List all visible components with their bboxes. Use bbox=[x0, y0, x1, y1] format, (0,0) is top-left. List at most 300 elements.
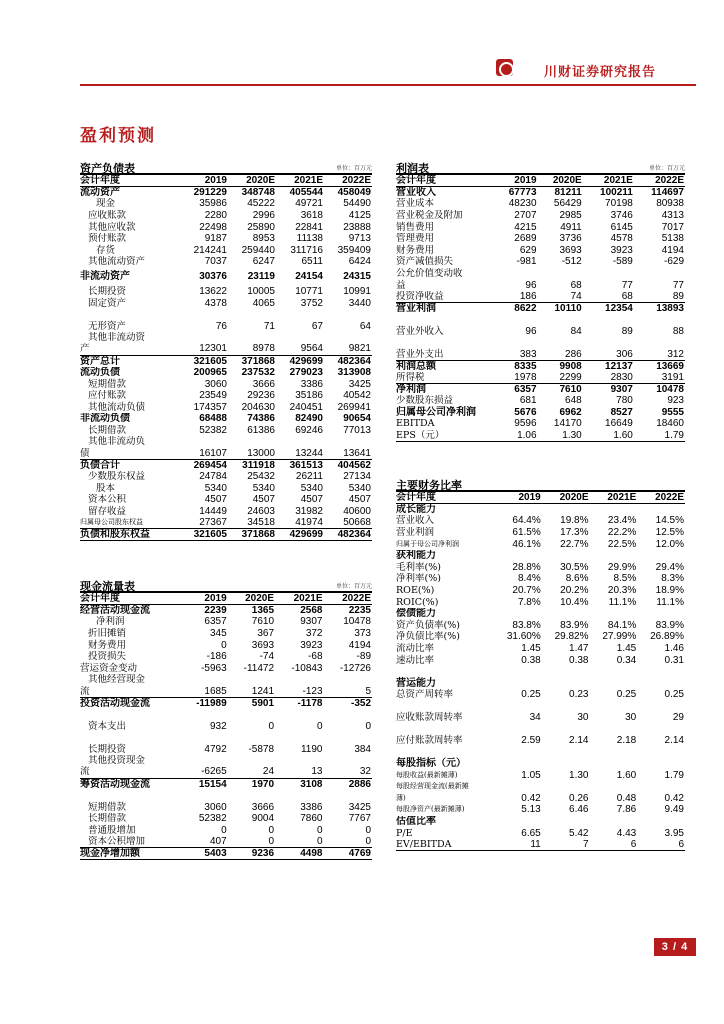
row-value: 1.45 bbox=[616, 642, 637, 654]
row-value: 4578 bbox=[610, 233, 633, 245]
column-header-year: 2019 bbox=[180, 592, 228, 605]
row-label: 其他非流动负 bbox=[88, 436, 146, 448]
table-row bbox=[80, 390, 372, 402]
row-value: 83.9% bbox=[655, 619, 684, 631]
table-row bbox=[80, 813, 372, 825]
row-label: 归属母公司净利润 bbox=[396, 406, 476, 418]
table-row bbox=[80, 824, 372, 836]
table-row bbox=[396, 291, 685, 303]
table-header-row bbox=[396, 174, 685, 187]
table-row bbox=[396, 210, 685, 222]
row-value: 3108 bbox=[275, 778, 323, 790]
row-value: 5340 bbox=[300, 482, 323, 494]
row-value: 0 bbox=[365, 835, 371, 847]
row-value bbox=[637, 746, 685, 769]
row-label: 流动资产 bbox=[80, 187, 120, 199]
row-value: 321605 bbox=[180, 529, 228, 541]
column-header-year: 2020E bbox=[228, 592, 275, 605]
table-row bbox=[396, 573, 685, 585]
table-row bbox=[396, 406, 685, 418]
column-header-year: 2019 bbox=[180, 174, 228, 187]
table-row bbox=[396, 430, 685, 442]
row-value: 458049 bbox=[337, 187, 371, 199]
row-label: 固定资产 bbox=[88, 297, 127, 309]
row-value: 4313 bbox=[661, 209, 684, 221]
row-value: 0.26 bbox=[569, 792, 589, 804]
row-label: 获利能力 bbox=[396, 550, 436, 562]
row-value: 3191 bbox=[661, 371, 684, 383]
table-row bbox=[80, 221, 372, 233]
row-value bbox=[228, 674, 275, 686]
row-value: 18.9% bbox=[655, 584, 684, 596]
row-value: 3060 bbox=[204, 801, 227, 813]
row-value bbox=[637, 816, 685, 828]
table-row bbox=[396, 244, 685, 256]
row-value: 2689 bbox=[514, 233, 537, 245]
row-value: -6265 bbox=[201, 766, 227, 778]
row-label: 预付账款 bbox=[88, 233, 127, 245]
row-value bbox=[494, 746, 542, 769]
row-value: 64.4% bbox=[512, 515, 541, 527]
row-label: 少数股东损益 bbox=[396, 395, 454, 407]
row-value: 13244 bbox=[295, 447, 323, 459]
row-value: 407 bbox=[209, 835, 227, 847]
row-value: 4498 bbox=[275, 847, 323, 859]
row-value: -89 bbox=[356, 651, 371, 663]
table-row bbox=[80, 198, 372, 210]
row-value bbox=[542, 666, 590, 689]
row-value: 429699 bbox=[276, 355, 324, 367]
row-label: 营运资金变动 bbox=[80, 662, 138, 674]
row-value: 3425 bbox=[348, 378, 371, 390]
row-label: 财务费用 bbox=[396, 244, 435, 256]
row-value: 45222 bbox=[247, 198, 275, 210]
table-row bbox=[80, 766, 372, 778]
row-label: 每股指标（元） bbox=[396, 758, 466, 770]
row-value: 291229 bbox=[193, 187, 227, 199]
row-label: 折旧摊销 bbox=[88, 627, 127, 639]
row-value bbox=[590, 608, 638, 620]
table-row bbox=[80, 233, 372, 245]
row-value: 1.30 bbox=[538, 430, 583, 442]
row-value: 10110 bbox=[538, 302, 583, 314]
row-label: 营业收入 bbox=[396, 515, 435, 527]
row-label: 毛利率(%) bbox=[396, 561, 441, 573]
row-value: 10991 bbox=[343, 285, 371, 297]
row-value: 5676 bbox=[514, 406, 537, 418]
column-header-year: 2020E bbox=[542, 491, 590, 504]
table-row bbox=[396, 383, 685, 395]
income-statement-table bbox=[396, 160, 685, 442]
row-value: 50668 bbox=[343, 517, 371, 529]
row-label: 流 bbox=[80, 685, 90, 697]
row-label: 经营活动现金流 bbox=[80, 605, 150, 617]
row-value: 30376 bbox=[199, 271, 227, 283]
row-value bbox=[180, 332, 228, 344]
row-value: 89 bbox=[672, 290, 684, 302]
row-value: 3666 bbox=[252, 378, 275, 390]
table-row bbox=[80, 309, 372, 332]
row-label: 其他流动负债 bbox=[88, 401, 146, 413]
column-header-year: 2019 bbox=[494, 174, 538, 187]
table-row bbox=[80, 662, 372, 674]
row-value bbox=[637, 608, 685, 620]
row-value: 3693 bbox=[251, 639, 275, 651]
row-label: 管理费用 bbox=[396, 233, 435, 245]
row-label: 利润总额 bbox=[396, 360, 494, 372]
row-value bbox=[542, 781, 590, 793]
row-label: 偿债能力 bbox=[396, 608, 436, 620]
row-value: 27.99% bbox=[602, 631, 637, 643]
row-value: 68 bbox=[621, 290, 633, 302]
row-value bbox=[276, 436, 324, 448]
row-value: 89 bbox=[621, 326, 633, 338]
row-value bbox=[634, 268, 685, 280]
table-row bbox=[396, 631, 685, 643]
row-label: 非流动资产 bbox=[80, 271, 130, 283]
balance-sheet-title: 资产负债表 bbox=[80, 162, 135, 175]
row-value bbox=[542, 608, 590, 620]
row-value: 3060 bbox=[204, 378, 227, 390]
row-label: 营业外支出 bbox=[396, 348, 444, 360]
row-value bbox=[494, 504, 542, 516]
row-value bbox=[542, 746, 590, 769]
row-value: 22498 bbox=[199, 221, 227, 233]
row-label: 每股收益(最新摊薄) bbox=[396, 770, 458, 779]
row-value: 4769 bbox=[324, 847, 373, 859]
row-label: 应收账款 bbox=[88, 209, 127, 221]
row-label: 营业税金及附加 bbox=[396, 209, 463, 221]
row-value: 4378 bbox=[204, 297, 227, 309]
table-row bbox=[396, 221, 685, 233]
row-value: 22.2% bbox=[607, 526, 637, 538]
row-value: 30 bbox=[625, 712, 637, 724]
table-row bbox=[80, 529, 372, 541]
row-value: 82490 bbox=[295, 413, 323, 425]
row-value: 27367 bbox=[199, 517, 227, 529]
row-label: ROE(%) bbox=[396, 584, 435, 596]
row-value: 26211 bbox=[295, 471, 323, 483]
table-header-row bbox=[396, 491, 685, 504]
row-label: 现金 bbox=[96, 198, 116, 210]
column-header-year: 2021E bbox=[275, 592, 323, 605]
column-header-label: 会计年度 bbox=[80, 174, 180, 187]
row-value: -12726 bbox=[339, 662, 371, 674]
row-value: 9564 bbox=[300, 343, 323, 355]
column-header-year: 2022E bbox=[637, 491, 685, 504]
table-row bbox=[80, 471, 372, 483]
row-value: 19.8% bbox=[560, 515, 589, 527]
page-number: 3 / 4 bbox=[654, 938, 696, 956]
row-value: 22.5% bbox=[607, 538, 637, 550]
table-row bbox=[396, 654, 685, 666]
row-value: 11.1% bbox=[656, 596, 684, 608]
table-row bbox=[80, 639, 372, 651]
row-value: 4507 bbox=[204, 494, 227, 506]
row-value: 76 bbox=[215, 320, 227, 332]
row-value: 3666 bbox=[251, 801, 275, 813]
row-value: 96 bbox=[525, 326, 537, 338]
row-value: 8978 bbox=[252, 343, 275, 355]
row-value: 14449 bbox=[199, 506, 227, 518]
row-value: -74 bbox=[259, 651, 275, 663]
row-value: 174357 bbox=[193, 401, 227, 413]
row-value: 96 bbox=[525, 279, 537, 291]
row-value: 52382 bbox=[199, 424, 227, 436]
row-value: -5963 bbox=[201, 662, 227, 674]
row-value: 31982 bbox=[295, 506, 323, 518]
row-value bbox=[637, 666, 685, 689]
column-header-label: 会计年度 bbox=[80, 592, 180, 605]
row-value: -352 bbox=[324, 697, 373, 709]
row-value: 371868 bbox=[228, 355, 276, 367]
row-value: 7 bbox=[542, 839, 590, 851]
row-value: 4507 bbox=[252, 494, 275, 506]
row-value: 83.8% bbox=[512, 619, 541, 631]
row-value bbox=[590, 550, 638, 562]
row-label: EBITDA bbox=[396, 418, 435, 430]
row-value: 1.45 bbox=[521, 642, 541, 654]
row-value: 3752 bbox=[300, 297, 323, 309]
row-value: 6 bbox=[637, 839, 685, 851]
row-value: 4125 bbox=[348, 209, 371, 221]
table-row bbox=[80, 210, 372, 222]
row-value: 13893 bbox=[634, 302, 685, 314]
table-row bbox=[80, 448, 372, 460]
row-value: 26.89% bbox=[650, 631, 684, 643]
row-value: 2235 bbox=[348, 605, 371, 617]
row-value: 2.14 bbox=[569, 735, 589, 747]
row-value: 9713 bbox=[348, 233, 371, 245]
row-value bbox=[494, 268, 538, 280]
row-value: 0.42 bbox=[664, 792, 684, 804]
row-value: 64 bbox=[359, 320, 371, 332]
table-row bbox=[396, 689, 685, 701]
row-label: 其他应收款 bbox=[88, 221, 136, 233]
row-value: -10843 bbox=[291, 662, 323, 674]
row-label: 资产总计 bbox=[80, 355, 180, 367]
row-value: -186 bbox=[206, 651, 227, 663]
table-row bbox=[396, 302, 685, 314]
row-label: 长期投资 bbox=[88, 285, 127, 297]
row-value: 2.14 bbox=[664, 735, 684, 747]
row-label: 其他流动资产 bbox=[88, 256, 146, 268]
row-value: 1190 bbox=[300, 743, 323, 755]
row-value: 30.5% bbox=[560, 561, 589, 573]
row-value: 6.65 bbox=[521, 827, 541, 839]
row-label: 营业外收入 bbox=[396, 326, 444, 338]
row-value: 88 bbox=[672, 326, 684, 338]
row-value: 25890 bbox=[247, 221, 275, 233]
row-value: -5878 bbox=[248, 743, 275, 755]
row-value bbox=[275, 674, 323, 686]
row-value: 4194 bbox=[661, 244, 684, 256]
row-label: 所得税 bbox=[396, 371, 425, 383]
row-value: 648 bbox=[565, 395, 582, 407]
row-value: 2239 bbox=[204, 605, 227, 617]
row-label: 其他经营现金 bbox=[88, 674, 146, 686]
column-header-label: 会计年度 bbox=[396, 491, 494, 504]
row-label: 益 bbox=[396, 279, 406, 291]
row-value: 5901 bbox=[228, 697, 275, 709]
row-value: 5138 bbox=[661, 233, 684, 245]
row-value: 1.79 bbox=[664, 769, 684, 781]
row-value: 8.5% bbox=[613, 573, 637, 585]
table-row bbox=[80, 187, 372, 199]
row-value: 49721 bbox=[295, 198, 323, 210]
table-row bbox=[80, 628, 372, 640]
table-row bbox=[396, 372, 685, 384]
row-value: 7767 bbox=[348, 812, 371, 824]
row-label: 短期借款 bbox=[88, 801, 127, 813]
row-label: 应收账款周转率 bbox=[396, 712, 463, 724]
row-label: 非流动负债 bbox=[80, 413, 130, 425]
row-value: 18460 bbox=[656, 418, 684, 430]
table-row bbox=[80, 755, 372, 767]
row-value: 3425 bbox=[348, 801, 371, 813]
row-label: 净利率(%) bbox=[396, 573, 441, 585]
row-value: 16649 bbox=[605, 418, 633, 430]
row-value: 4065 bbox=[252, 297, 275, 309]
row-value: 71 bbox=[263, 320, 275, 332]
table-row bbox=[80, 506, 372, 518]
row-value: 1685 bbox=[204, 685, 227, 697]
table-row bbox=[396, 585, 685, 597]
row-label: 每股净资产(最新摊薄) bbox=[396, 805, 465, 814]
table-row bbox=[80, 425, 372, 437]
row-label: 归属母公司股东权益 bbox=[80, 518, 143, 527]
row-value: 429699 bbox=[276, 529, 324, 541]
row-value: 3.95 bbox=[664, 827, 684, 839]
row-value bbox=[324, 674, 373, 686]
row-value: 68488 bbox=[199, 413, 227, 425]
row-value bbox=[590, 816, 638, 828]
row-value: 14170 bbox=[553, 418, 582, 430]
row-value: 6145 bbox=[610, 221, 633, 233]
row-value: 311716 bbox=[290, 244, 323, 256]
row-value: 20.2% bbox=[560, 584, 589, 596]
table-row bbox=[396, 360, 685, 372]
row-label: 营业利润 bbox=[396, 302, 494, 314]
row-value: 56429 bbox=[553, 198, 582, 210]
table-row bbox=[80, 343, 372, 355]
row-value bbox=[494, 550, 542, 562]
row-value: 286 bbox=[565, 348, 582, 360]
table-header-row bbox=[80, 592, 372, 605]
row-value: 345 bbox=[209, 627, 227, 639]
row-label: 其他非流动资 bbox=[88, 332, 146, 344]
row-label: 留存收益 bbox=[88, 506, 127, 518]
table-row bbox=[80, 790, 372, 813]
row-value: 34 bbox=[529, 712, 541, 724]
row-value: 311918 bbox=[228, 459, 276, 471]
row-value bbox=[180, 674, 228, 686]
cash-flow-title: 现金流量表 bbox=[80, 580, 135, 593]
table-row bbox=[80, 674, 372, 686]
row-value: 0 bbox=[268, 824, 275, 836]
row-value: 923 bbox=[667, 395, 684, 407]
row-value: 29.9% bbox=[607, 561, 637, 573]
column-header-year: 2022E bbox=[324, 174, 372, 187]
row-value: 114697 bbox=[651, 187, 684, 199]
row-value: 204630 bbox=[241, 401, 275, 413]
row-value: 31.60% bbox=[506, 631, 541, 643]
column-header-year: 2022E bbox=[324, 592, 373, 605]
table-row bbox=[396, 804, 685, 816]
row-value: 81211 bbox=[554, 187, 582, 199]
row-value: 0.31 bbox=[664, 654, 684, 666]
row-value: 68 bbox=[570, 279, 582, 291]
row-value: 9004 bbox=[251, 812, 275, 824]
row-label: 资产减值损失 bbox=[396, 256, 454, 268]
row-label: 长期投资 bbox=[88, 743, 127, 755]
row-value: 40600 bbox=[343, 506, 371, 518]
row-label: 流动负债 bbox=[80, 366, 120, 378]
row-value: 0 bbox=[221, 824, 227, 836]
row-value: 9187 bbox=[204, 233, 227, 245]
row-value: 74386 bbox=[247, 413, 275, 425]
table-row bbox=[396, 187, 685, 199]
table-row bbox=[80, 836, 372, 848]
financial-ratios-title: 主要财务比率 bbox=[396, 479, 462, 492]
row-value: 3923 bbox=[300, 639, 323, 651]
row-value: 7860 bbox=[300, 812, 323, 824]
row-value: 13669 bbox=[634, 360, 685, 372]
row-value: 7037 bbox=[204, 256, 227, 268]
row-value: 5340 bbox=[252, 482, 275, 494]
company-logo-icon bbox=[496, 59, 513, 76]
row-value: 77 bbox=[621, 279, 633, 291]
table-row bbox=[396, 515, 685, 527]
row-label: 资产负债率(%) bbox=[396, 619, 460, 631]
row-value: 8527 bbox=[610, 406, 633, 418]
row-value: 482364 bbox=[324, 355, 372, 367]
row-label: 销售费用 bbox=[396, 221, 435, 233]
row-value: 4507 bbox=[300, 494, 323, 506]
row-value: 0.23 bbox=[569, 689, 589, 701]
row-label: 估值比率 bbox=[396, 816, 436, 828]
row-value: 27134 bbox=[343, 471, 371, 483]
row-value: -589 bbox=[612, 256, 633, 268]
row-value: 383 bbox=[519, 348, 537, 360]
row-value: 373 bbox=[354, 627, 371, 639]
table-row bbox=[80, 616, 372, 628]
row-value bbox=[637, 504, 685, 516]
row-value bbox=[180, 436, 228, 448]
row-value: 5 bbox=[365, 685, 371, 697]
row-value: 29236 bbox=[247, 390, 275, 402]
row-value: 3618 bbox=[300, 209, 323, 221]
row-value bbox=[542, 504, 590, 516]
cash-flow-table bbox=[80, 578, 372, 860]
column-header-year: 2021E bbox=[590, 491, 638, 504]
row-value bbox=[228, 332, 276, 344]
row-value: 269941 bbox=[337, 401, 371, 413]
row-value: 84.1% bbox=[607, 619, 637, 631]
row-value: 780 bbox=[616, 395, 633, 407]
row-label: 资本公积增加 bbox=[88, 835, 146, 847]
row-value bbox=[637, 781, 685, 793]
financial-ratios-table bbox=[396, 477, 685, 851]
row-value: 8335 bbox=[494, 360, 538, 372]
row-value bbox=[494, 781, 542, 793]
row-value: 34518 bbox=[247, 517, 275, 529]
row-value: 279023 bbox=[289, 366, 323, 378]
row-value: 6511 bbox=[301, 256, 323, 268]
table-row bbox=[396, 314, 685, 337]
row-value: 0 bbox=[365, 824, 371, 836]
column-header-year: 2021E bbox=[276, 174, 324, 187]
